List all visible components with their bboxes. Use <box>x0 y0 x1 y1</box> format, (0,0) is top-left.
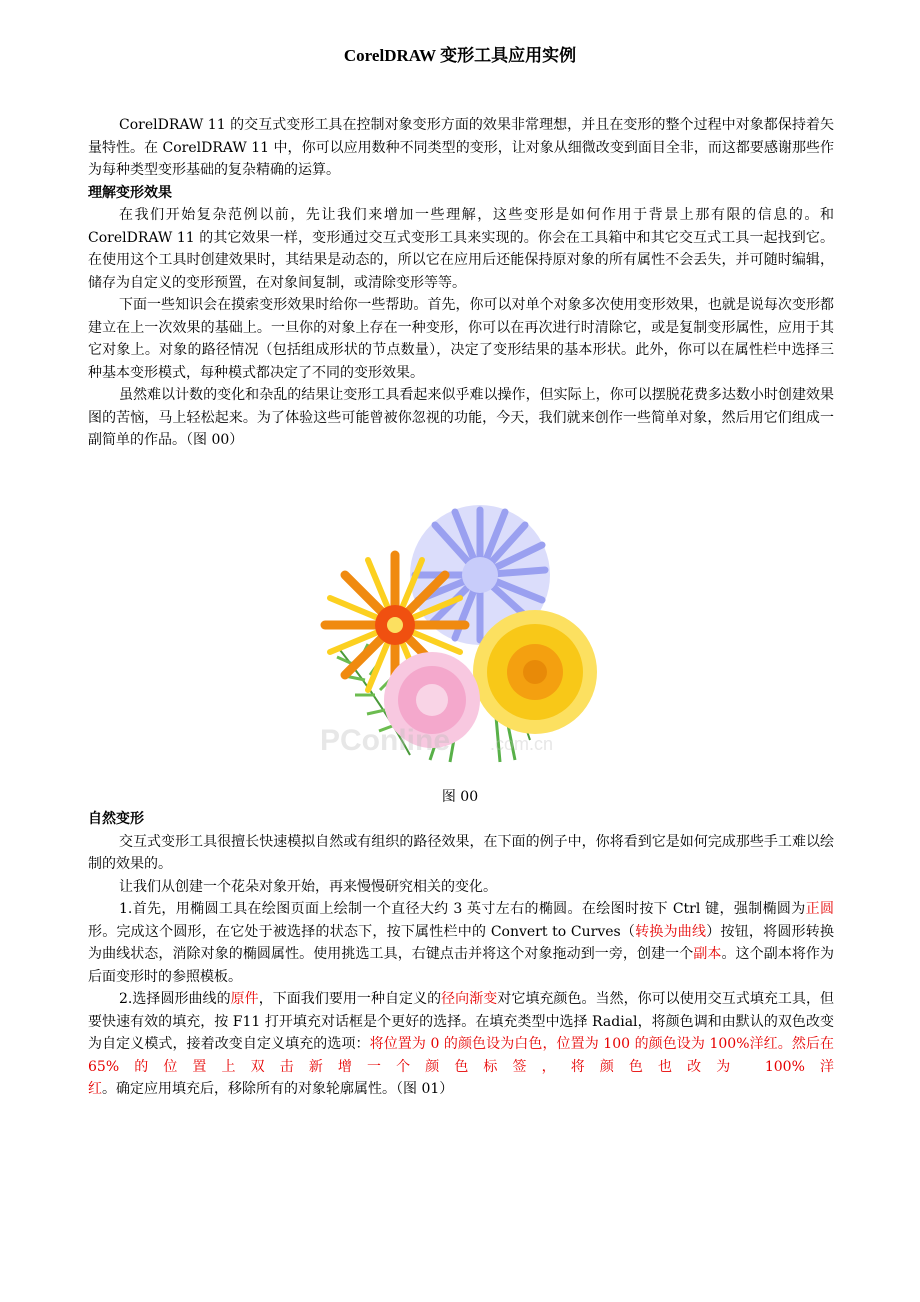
intro-paragraph: CorelDRAW 11 的交互式变形工具在控制对象变形方面的效果非常理想，并且在变形的整个过程中对象都保持着矢量特性。在 CorelDRAW 11 中，你可以应用数种不同类型的变形，让对象从细微改变到面目全非，而这都要感谢那些作为每种类型变形基础的复杂精确的运算。 <box>88 117 834 178</box>
section-heading-understand: 理解变形效果 <box>88 184 172 201</box>
svg-text:PConline: PConline <box>320 724 451 757</box>
flower-illustration <box>300 500 620 770</box>
section2-paragraph-2: 让我们从创建一个花朵对象开始，再来慢慢研究相关的变化。 <box>119 878 497 895</box>
yellow-flower <box>473 610 597 734</box>
svg-text:.com.cn: .com.cn <box>490 734 554 754</box>
figure-caption: 图 00 <box>441 789 479 805</box>
section1-paragraph-2: 下面一些知识会在摸索变形效果时给你一些帮助。首先，你可以对单个对象多次使用变形效果，也就是说每次变形都建立在上一次效果的基础上。一旦你的对象上存在一种变形，你可以在再次进行时清除它，或是复制变形属性，应用于其它对象上。对象的路径情况（包括组成形状的节点数量），决定了变形结果的基本形状。此外，你可以在属性栏中选择三种基本变形模式，每种模式都决定了不同的变形效果。 <box>88 297 834 381</box>
step-1-paragraph: 1.首先，用椭圆工具在绘图页面上绘制一个直径大约 3 英寸左右的椭圆。在绘图时按下 Ctrl 键，强制椭圆为正圆形。完成这个圆形，在它处于被选择的状态下，按下属性栏中的 Convert to Curves（转换为曲线）按钮，将圆形转换为曲线状态，消除对象的椭圆属性。使用挑选工具，右键点击并将这个对象拖动到一旁，创建一个副本。这个副本将作为后面变形时的参照模板。 <box>88 901 835 985</box>
section1-paragraph-3: 虽然难以计数的变化和杂乱的结果让变形工具看起来似乎难以操作，但实际上，你可以摆脱花费多达数小时创建效果图的苦恼，马上轻松起来。为了体验这些可能曾被你忽视的功能，今天，我们就来创作一些简单对象，然后用它们组成一副简单的作品。（图 00） <box>88 387 834 448</box>
text-block-top <box>88 114 834 452</box>
section2-paragraph-1: 交互式变形工具很擅长快速模拟自然或有组织的路径效果，在下面的例子中，你将看到它是如何完成那些手工难以绘制的效果的。 <box>88 833 834 872</box>
highlight-text: 副本 <box>693 946 722 962</box>
highlight-text: 原件 <box>230 991 259 1007</box>
page-title: CorelDRAW 变形工具应用实例 <box>343 46 577 65</box>
section-heading-natural: 自然变形 <box>88 811 144 827</box>
section1-paragraph-1: 在我们开始复杂范例以前，先让我们来增加一些理解，这些变形是如何作用于背景上那有限的信息的。和 CorelDRAW 11 的其它效果一样，变形通过交互式变形工具来实现的。你会在工具箱中和其它交互式工具一起找到它。在使用这个工具时创建效果时，其结果是动态的，所以它在应用后还能保持原对象的所有属性不会丢失，并可随时编辑，储存为自定义的变形预置，在对象间复制，或清除变形等等。 <box>88 207 834 291</box>
step-2-paragraph: 2.选择圆形曲线的原件，下面我们要用一种自定义的径向渐变对它填充颜色。当然，你可以使用交互式填充工具，但要快速有效的填充，按 F11 打开填充对话框是个更好的选择。在填充类型中选择 Radial，将颜色调和由默认的双色改变为自定义模式，接着改变自定义填充的选项：将位置为 0 的颜色设为白色，位置为 100 的颜色设为 100%洋红。然后在 65%的位置上双击新增一个颜色标签，将颜色也改为 100%洋红。确定应用填充后，移除所有的对象轮廓属性。（图 01） <box>88 991 835 1097</box>
highlight-text: 转换为曲线 <box>635 923 707 940</box>
highlight-text: 将位置为 0 的颜色设为白色，位置为 100 的颜色设为 100%洋红。然后在 65%的位置上双击新增一个颜色标签，将颜色也改为 100%洋红 <box>88 1036 835 1097</box>
highlight-text: 正圆 <box>805 901 834 917</box>
highlight-text: 径向渐变 <box>441 991 498 1007</box>
text-block-bottom <box>88 808 834 1101</box>
